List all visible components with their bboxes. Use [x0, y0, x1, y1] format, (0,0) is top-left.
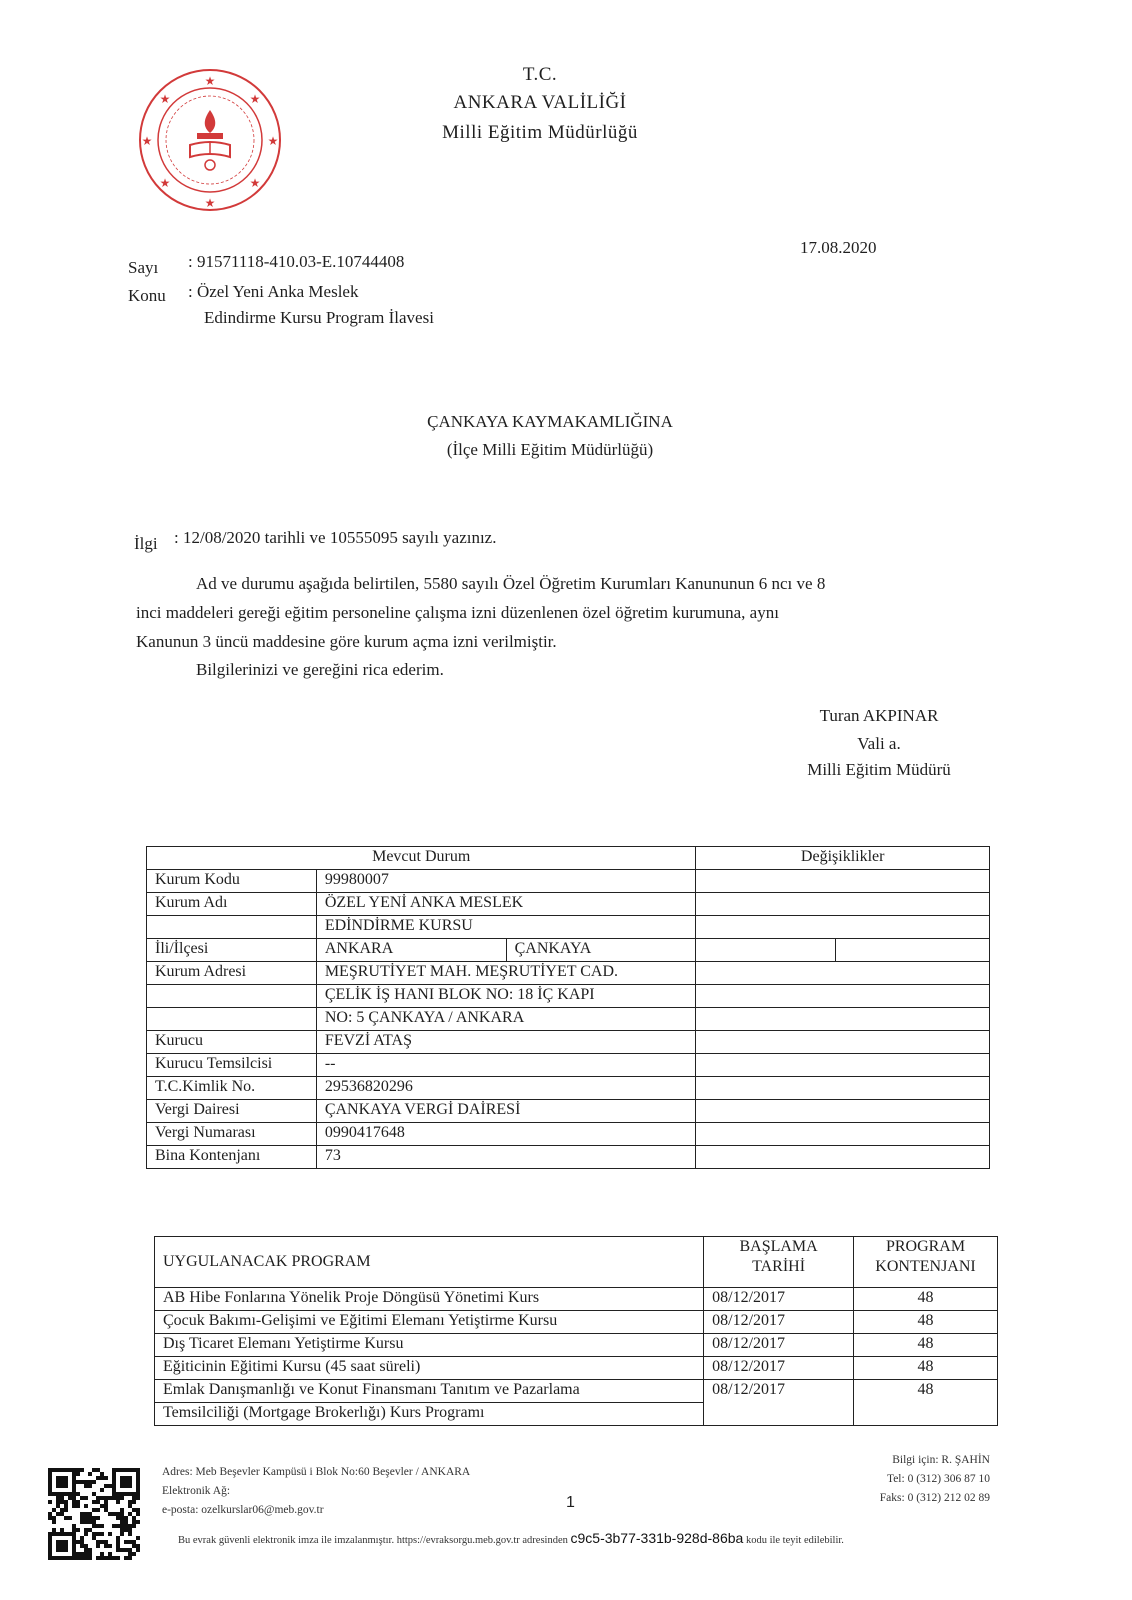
footer-network: Elektronik Ağ:: [162, 1485, 231, 1497]
signatory-title2: Milli Eğitim Müdürü: [807, 760, 951, 779]
program-date: 08/12/2017: [704, 1311, 854, 1334]
row-change: [696, 1146, 990, 1169]
header-start-date-line2: TARİHİ: [752, 1258, 806, 1275]
table-row: [147, 916, 990, 939]
program-name: Çocuk Bakımı-Gelişimi ve Eğitimi Elemanı Yetiştirme Kursu: [155, 1311, 704, 1334]
body-line2: inci maddeleri gereği eğitim personeline çalışma izni düzenlenen özel öğretim kurumuna, aynı: [136, 603, 779, 622]
addressee-line1: ÇANKAYA KAYMAKAMLIĞINA: [427, 412, 673, 431]
table-row: [147, 870, 990, 893]
page-number: 1: [566, 1494, 575, 1511]
program-date: 08/12/2017: [704, 1288, 854, 1311]
row-label: Bina Kontenjanı: [147, 1146, 317, 1169]
row-value: EDİNDİRME KURSU: [316, 916, 696, 939]
row-label: [147, 985, 317, 1008]
row-value: MEŞRUTİYET MAH. MEŞRUTİYET CAD.: [316, 962, 696, 985]
row-change: [696, 939, 836, 962]
program-date: 08/12/2017: [704, 1380, 854, 1426]
row-label: Kurum Kodu: [147, 870, 317, 893]
header-quota: [854, 1237, 998, 1288]
row-change: [696, 870, 990, 893]
program-name: Temsilciliği (Mortgage Brokerlığı) Kurs Programı: [155, 1403, 704, 1426]
program-quota: 48: [854, 1311, 998, 1334]
document-date: 17.08.2020: [800, 238, 877, 257]
row-value: 73: [316, 1146, 696, 1169]
row-change: [696, 985, 990, 1008]
row-value: ÇANKAYA VERGİ DAİRESİ: [316, 1100, 696, 1123]
qr-code: [48, 1468, 140, 1560]
row-value: 99980007: [316, 870, 696, 893]
table-row: [147, 939, 990, 962]
row-label: Kurucu: [147, 1031, 317, 1054]
row-label: Kurum Adresi: [147, 962, 317, 985]
svg-text:★: ★: [159, 176, 171, 190]
program-name: Dış Ticaret Elemanı Yetiştirme Kursu: [155, 1334, 704, 1357]
ilgi-text: : 12/08/2020 tarihli ve 10555095 sayılı yazınız.: [174, 528, 497, 547]
program-name: AB Hibe Fonlarına Yönelik Proje Döngüsü Yönetimi Kurs: [155, 1288, 704, 1311]
row-change: [696, 1054, 990, 1077]
row-value: FEVZİ ATAŞ: [316, 1031, 696, 1054]
row-change: [696, 1008, 990, 1031]
svg-text:★: ★: [204, 74, 216, 88]
row-label: Vergi Dairesi: [147, 1100, 317, 1123]
table-row: [147, 893, 990, 916]
program-row: [155, 1334, 998, 1357]
row-label: [147, 916, 317, 939]
row-change: [836, 939, 990, 962]
program-date: 08/12/2017: [704, 1357, 854, 1380]
header-governorship: ANKARA VALİLİĞİ: [453, 92, 627, 113]
program-row: [155, 1380, 998, 1403]
header-changes: Değişiklikler: [696, 847, 990, 870]
konu-label: Konu: [128, 286, 166, 305]
svg-text:★: ★: [249, 176, 261, 190]
table-row: [147, 1008, 990, 1031]
header-directorate: Milli Eğitim Müdürlüğü: [442, 122, 638, 143]
program-quota: 48: [854, 1357, 998, 1380]
row-value: 29536820296: [316, 1077, 696, 1100]
program-row: [155, 1311, 998, 1334]
row-value: NO: 5 ÇANKAYA / ANKARA: [316, 1008, 696, 1031]
svg-text:★: ★: [249, 92, 261, 106]
header-start-date: [704, 1237, 854, 1288]
row-change: [696, 1031, 990, 1054]
program-table: [154, 1236, 998, 1426]
header-start-date-line1: BAŞLAMA: [739, 1238, 818, 1255]
row-change: [696, 1100, 990, 1123]
konu-line2: Edindirme Kursu Program İlavesi: [204, 308, 434, 327]
header-current-status: Mevcut Durum: [147, 847, 696, 870]
table-header-row: [147, 847, 990, 870]
table-row: [147, 1077, 990, 1100]
sayi-label: Sayı: [128, 258, 159, 277]
row-change: [696, 1123, 990, 1146]
header-program: UYGULANACAK PROGRAM: [155, 1237, 704, 1288]
row-value-district: ÇANKAYA: [506, 939, 696, 962]
svg-text:★: ★: [204, 196, 216, 210]
verification-prefix: Bu evrak güvenli elektronik imza ile imzalanmıştır. https://evraksorgu.meb.gov.tr adresinden: [178, 1535, 568, 1546]
sayi-value: : 91571118-410.03-E.10744408: [188, 252, 405, 271]
row-label: Kurum Adı: [147, 893, 317, 916]
ministry-seal: [135, 65, 285, 215]
header-quota-line1: PROGRAM: [885, 1238, 966, 1255]
table-row: [147, 1123, 990, 1146]
footer-address: Adres: Meb Beşevler Kampüsü i Blok No:60 Beşevler / ANKARA: [162, 1466, 471, 1478]
program-row: [155, 1357, 998, 1380]
row-change: [696, 893, 990, 916]
svg-text:★: ★: [159, 92, 171, 106]
header-tc: T.C.: [522, 64, 558, 85]
row-change: [696, 962, 990, 985]
row-change: [696, 916, 990, 939]
svg-text:★: ★: [267, 134, 279, 148]
row-change: [696, 1077, 990, 1100]
program-quota: 48: [854, 1334, 998, 1357]
table-row: [147, 985, 990, 1008]
footer-fax: Faks: 0 (312) 212 02 89: [879, 1492, 990, 1504]
row-label: T.C.Kimlik No.: [147, 1077, 317, 1100]
body-line1: Ad ve durumu aşağıda belirtilen, 5580 sayılı Özel Öğretim Kurumları Kanununun 6 ncı ve 8: [196, 574, 826, 593]
body-para2: Bilgilerinizi ve gereğini rica ederim.: [196, 660, 444, 679]
table-row: [147, 1100, 990, 1123]
table-row: [147, 962, 990, 985]
program-quota: 48: [854, 1288, 998, 1311]
body-line3: Kanunun 3 üncü maddesine göre kurum açma izni verilmiştir.: [136, 632, 557, 651]
signatory-name: Turan AKPINAR: [819, 706, 939, 725]
verification-line: [178, 1530, 1028, 1546]
program-name: Eğiticinin Eğitimi Kursu (45 saat süreli): [155, 1357, 704, 1380]
row-label: İli/İlçesi: [147, 939, 317, 962]
program-date: 08/12/2017: [704, 1334, 854, 1357]
row-value: ÖZEL YENİ ANKA MESLEK: [316, 893, 696, 916]
row-value-province: ANKARA: [316, 939, 506, 962]
verification-suffix: kodu ile teyit edilebilir.: [745, 1535, 844, 1546]
table-row: [147, 1054, 990, 1077]
institution-info-table: [146, 846, 990, 1169]
footer-email: e-posta: ozelkurslar06@meb.gov.tr: [162, 1504, 324, 1516]
footer-info-contact: Bilgi için: R. ŞAHİN: [892, 1454, 990, 1466]
addressee-line2: (İlçe Milli Eğitim Müdürlüğü): [446, 440, 654, 459]
row-value: 0990417648: [316, 1123, 696, 1146]
row-label: Vergi Numarası: [147, 1123, 317, 1146]
program-name: Emlak Danışmanlığı ve Konut Finansmanı Tanıtım ve Pazarlama: [155, 1380, 704, 1403]
ilgi-label: İlgi: [134, 534, 158, 553]
program-header-row: [155, 1237, 998, 1288]
table-row: [147, 1031, 990, 1054]
table-row: [147, 1146, 990, 1169]
footer-tel: Tel: 0 (312) 306 87 10: [886, 1473, 990, 1485]
row-value: ÇELİK İŞ HANI BLOK NO: 18 İÇ KAPI: [316, 985, 696, 1008]
row-value: --: [316, 1054, 696, 1077]
header-quota-line2: KONTENJANI: [875, 1258, 976, 1275]
verification-code: c9c5-3b77-331b-928d-86ba: [570, 1530, 744, 1546]
program-quota: 48: [854, 1380, 998, 1426]
svg-text:★: ★: [141, 134, 153, 148]
row-label: Kurucu Temsilcisi: [147, 1054, 317, 1077]
program-row: [155, 1288, 998, 1311]
row-label: [147, 1008, 317, 1031]
konu-line1: : Özel Yeni Anka Meslek: [188, 282, 359, 301]
signatory-title1: Vali a.: [857, 734, 901, 753]
